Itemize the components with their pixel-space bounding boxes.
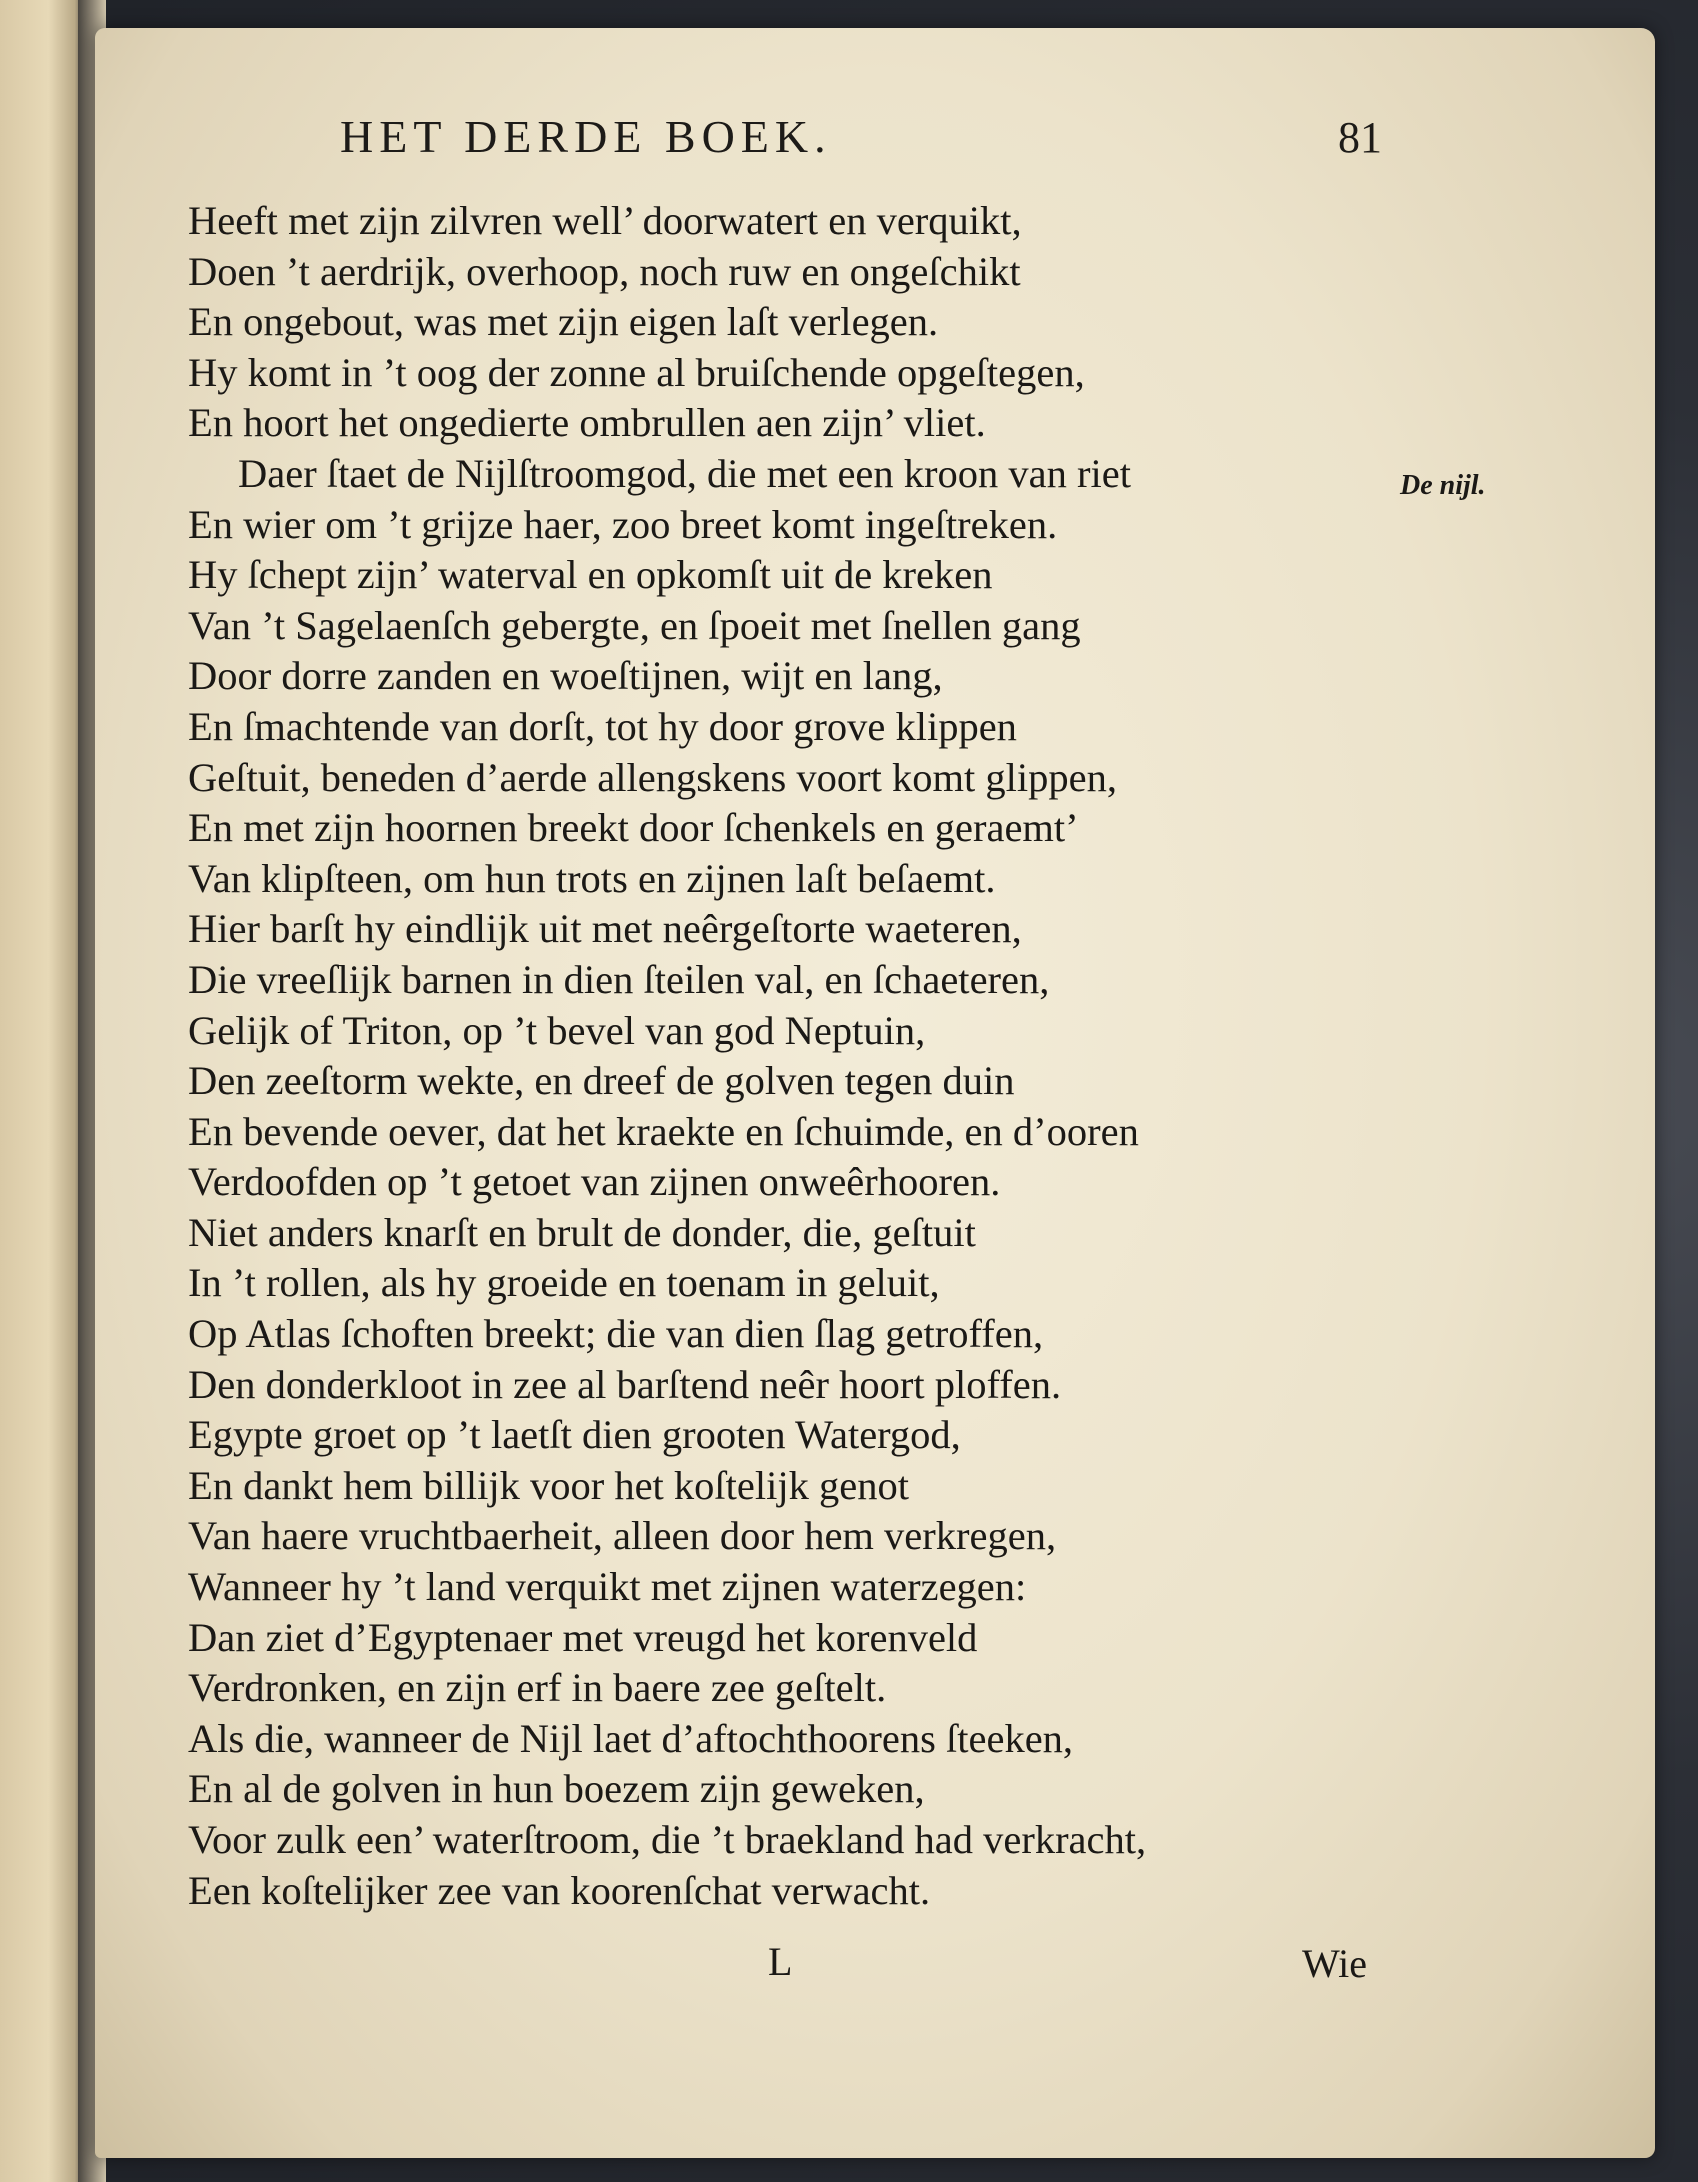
poem-line: Hy ſchept zijn’ waterval en opkomſt uit de kreken xyxy=(188,552,993,598)
poem-line: Van haere vruchtbaerheit, alleen door hem verkregen, xyxy=(188,1513,1057,1559)
poem-line: Gelijk of Triton, op ’t bevel van god Neptuin, xyxy=(188,1007,926,1053)
poem-line: Verdronken, en zijn erf in baere zee geſtelt. xyxy=(188,1665,887,1711)
catchword: Wie xyxy=(1302,1941,1368,1986)
poem-line: Van ’t Sagelaenſch gebergte, en ſpoeit met ſnellen gang xyxy=(188,602,1081,648)
poem-line: En bevende oever, dat het kraekte en ſchuimde, en d’ooren xyxy=(188,1108,1139,1154)
poem-line: Verdoofden op ’t getoet van zijnen onweêrhooren. xyxy=(188,1159,1001,1205)
poem-line: Van klipſteen, om hun trots en zijnen laſt beſaemt. xyxy=(188,855,996,901)
poem-line: Hier barſt hy eindlijk uit met neêrgeſtorte waeteren, xyxy=(188,906,1022,952)
left-page-edge xyxy=(0,0,88,2182)
poem-text xyxy=(188,196,1428,1916)
poem-line: En ongebout, was met zijn eigen laſt verlegen. xyxy=(188,299,939,345)
poem-line: Hy komt in ’t oog der zonne al bruiſchende opgeſtegen, xyxy=(188,349,1085,395)
poem-line: En dankt hem billijk voor het koſtelijk genot xyxy=(188,1462,910,1508)
poem-line: Die vreeſlijk barnen in dien ſteilen val, en ſchaeteren, xyxy=(188,956,1050,1002)
poem-line: Doen ’t aerdrijk, overhoop, noch ruw en ongeſchikt xyxy=(188,248,1021,294)
poem-line: En hoort het ongedierte ombrullen aen zijn’ vliet. xyxy=(188,400,986,446)
poem-line: En met zijn hoornen breekt door ſchenkels en geraemt’ xyxy=(188,805,1079,851)
poem-line: Geſtuit, beneden d’aerde allengskens voort komt glippen, xyxy=(188,754,1117,800)
poem-line: Een koſtelijker zee van koorenſchat verwacht. xyxy=(188,1867,931,1913)
poem-line: Egypte groet op ’t laetſt dien grooten Watergod, xyxy=(188,1412,961,1458)
page-number: 81 xyxy=(1338,113,1382,162)
poem-line: Den zeeſtorm wekte, en dreef de golven tegen duin xyxy=(188,1058,1015,1104)
poem-line: Dan ziet d’Egyptenaer met vreugd het korenveld xyxy=(188,1614,978,1660)
signature-mark: L xyxy=(768,1939,793,1984)
poem-line: Den donderkloot in zee al barſtend neêr hoort ploffen. xyxy=(188,1361,1062,1407)
marginal-note: De nijl. xyxy=(1400,470,1486,501)
poem-line: Niet anders knarſt en brult de donder, die, geſtuit xyxy=(188,1209,976,1255)
poem-line: Als die, wanneer de Nijl laet d’aftochthoorens ſteeken, xyxy=(188,1715,1074,1761)
poem-line: Voor zulk een’ waterſtroom, die ’t braekland had verkracht, xyxy=(188,1817,1147,1862)
poem-line: Op Atlas ſchoften breekt; die van dien ſlag getroffen, xyxy=(188,1311,1044,1357)
poem-line: Heeft met zijn zilvren well’ doorwatert en verquikt, xyxy=(188,198,1022,243)
poem-line: Door dorre zanden en woeſtijnen, wijt en lang, xyxy=(188,653,943,699)
poem-line: In ’t rollen, als hy groeide en toenam in geluit, xyxy=(188,1260,940,1306)
poem-line: Daer ſtaet de Nijlſtroomgod, die met een kroon van riet xyxy=(238,450,1131,496)
poem-line: En wier om ’t grijze haer, zoo breet komt ingeſtreken. xyxy=(188,501,1058,547)
poem-line: Wanneer hy ’t land verquikt met zijnen waterzegen: xyxy=(188,1564,1027,1610)
running-head: HET DERDE BOEK. xyxy=(340,111,832,162)
poem-line: En ſmachtende van dorſt, tot hy door grove klippen xyxy=(188,703,1017,749)
poem-line: En al de golven in hun boezem zijn geweken, xyxy=(188,1766,925,1812)
